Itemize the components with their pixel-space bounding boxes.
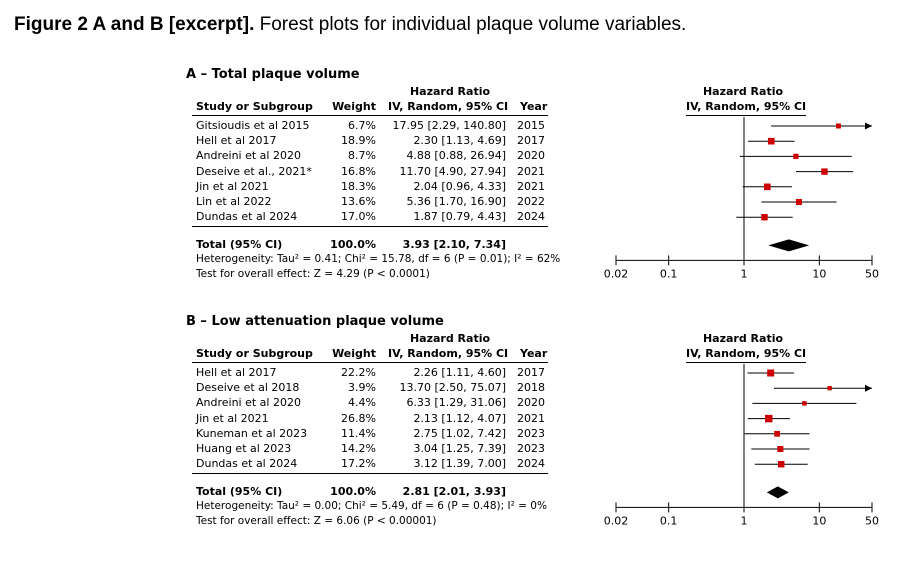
study-name: Hell et al 2017 [196,366,277,379]
study-marker [768,138,775,145]
forest-panel-a [0,67,914,307]
x-tick-label: 0.02 [603,514,629,528]
study-marker [777,446,783,452]
weight-header: Weight [332,100,376,113]
study-marker [827,386,831,390]
study-ci: 3.04 [1.25, 7.39] [413,442,506,455]
study-name: Dundas et al 2024 [196,210,298,224]
x-tick-label: 1 [740,514,748,528]
forest-plot-svg [0,314,914,554]
study-marker [767,370,774,377]
study-year: 2024 [517,210,545,224]
total-label: Total (95% CI) [196,485,283,499]
total-ci: 2.81 [2.01, 3.93] [402,485,506,499]
study-name: Gitsioudis et al 2015 [196,119,310,132]
weight-header: Weight [332,347,376,360]
x-tick-label: 1 [740,267,748,281]
study-marker [836,124,841,129]
study-header: Study or Subgroup [196,347,313,360]
forest-panel-b [0,314,914,554]
study-weight: 3.9% [348,381,376,395]
study-year: 2020 [517,396,545,410]
study-marker [761,214,767,220]
study-ci: 11.70 [4.90, 27.94] [399,164,506,178]
study-year: 2017 [517,134,545,148]
plot-ci-header: IV, Random, 95% CI [686,347,807,360]
figure-caption [14,14,686,36]
study-weight: 14.2% [341,442,376,455]
study-name: Jin et al 2021 [196,179,269,193]
study-name: Hell et al 2017 [196,134,277,148]
study-weight: 8.7% [348,149,376,163]
x-tick-label: 50 [865,514,879,528]
study-name: Huang et al 2023 [196,442,292,455]
study-year: 2015 [517,119,545,132]
study-marker [802,401,806,405]
study-weight: 16.8% [341,164,376,178]
study-year: 2024 [517,457,545,471]
study-name: Deseive et al., 2021* [196,164,312,178]
study-weight: 18.3% [341,179,376,193]
total-weight: 100.0% [330,485,376,499]
study-year: 2021 [517,164,545,178]
x-tick-label: 50 [865,267,879,281]
study-name: Dundas et al 2024 [196,457,298,471]
panel-title: A – Total plaque volume [186,67,360,82]
study-weight: 18.9% [341,134,376,148]
x-tick-label: 10 [812,514,827,528]
study-marker [793,154,798,159]
study-marker [796,199,802,205]
ci-header: IV, Random, 95% CI [388,347,509,360]
study-marker [764,184,771,191]
study-ci: 13.70 [2.50, 75.07] [399,381,506,395]
study-marker [778,461,784,467]
study-weight: 11.4% [341,426,376,440]
study-weight: 17.2% [341,457,376,471]
study-weight: 17.0% [341,210,376,224]
caption-text: Forest plots for individual plaque volume variables. [254,14,687,35]
total-diamond [767,486,789,498]
study-ci: 17.95 [2.29, 140.80] [392,119,506,132]
overall-effect-text: Test for overall effect: Z = 6.06 (P < 0.00001) [196,515,437,528]
study-ci: 2.26 [1.11, 4.60] [413,366,506,379]
study-weight: 22.2% [341,366,376,379]
study-weight: 26.8% [341,411,376,425]
study-marker [774,431,780,437]
total-diamond [768,239,809,251]
study-name: Deseive et al 2018 [196,381,300,395]
x-tick-label: 10 [812,267,827,281]
study-ci: 2.13 [1.12, 4.07] [413,411,506,425]
study-ci: 6.33 [1.29, 31.06] [406,396,506,410]
study-year: 2021 [517,179,545,193]
study-year: 2018 [517,381,545,395]
study-year: 2020 [517,149,545,163]
total-ci: 3.93 [2.10, 7.34] [402,238,506,252]
forest-plot-svg [0,67,914,307]
year-header: Year [520,347,548,360]
heterogeneity-text: Heterogeneity: Tau² = 0.41; Chi² = 15.78, df = 6 (P = 0.01); I² = 62% [196,253,561,266]
plot-ci-header: IV, Random, 95% CI [686,100,807,113]
ci-arrow [865,123,872,130]
study-ci: 2.30 [1.13, 4.69] [413,134,506,148]
plot-hazard-ratio-header: Hazard Ratio [702,332,784,345]
x-tick-label: 0.1 [659,267,678,281]
study-year: 2017 [517,366,545,379]
ci-header: IV, Random, 95% CI [388,100,509,113]
study-year: 2023 [517,426,545,440]
study-marker [765,415,772,422]
x-tick-label: 0.1 [659,514,678,528]
study-ci: 1.87 [0.79, 4.43] [413,210,506,224]
study-weight: 4.4% [348,396,376,410]
study-ci: 2.75 [1.02, 7.42] [413,426,506,440]
study-ci: 3.12 [1.39, 7.00] [413,457,506,471]
study-ci: 4.88 [0.88, 26.94] [406,149,506,163]
caption-bold: Figure 2 A and B [excerpt]. [14,14,255,35]
study-year: 2021 [517,411,545,425]
study-header: Study or Subgroup [196,100,313,113]
hazard-ratio-header: Hazard Ratio [409,332,491,345]
study-name: Lin et al 2022 [196,195,272,208]
study-marker [821,168,827,174]
hazard-ratio-header: Hazard Ratio [409,85,491,98]
study-year: 2022 [517,195,545,208]
plot-hazard-ratio-header: Hazard Ratio [702,85,784,98]
total-weight: 100.0% [330,238,376,252]
overall-effect-text: Test for overall effect: Z = 4.29 (P < 0.0001) [196,268,430,281]
study-year: 2023 [517,442,545,455]
panel-title: B – Low attenuation plaque volume [186,314,444,329]
total-label: Total (95% CI) [196,238,283,252]
heterogeneity-text: Heterogeneity: Tau² = 0.00; Chi² = 5.49, df = 6 (P = 0.48); I² = 0% [196,500,547,513]
study-weight: 6.7% [348,119,376,132]
study-name: Andreini et al 2020 [196,396,301,410]
study-ci: 5.36 [1.70, 16.90] [406,195,506,208]
x-tick-label: 0.02 [603,267,629,281]
study-name: Andreini et al 2020 [196,149,301,163]
study-name: Kuneman et al 2023 [196,426,308,440]
study-name: Jin et al 2021 [196,411,269,425]
study-weight: 13.6% [341,195,376,208]
study-ci: 2.04 [0.96, 4.33] [413,179,506,193]
ci-arrow [865,385,872,392]
year-header: Year [520,100,548,113]
